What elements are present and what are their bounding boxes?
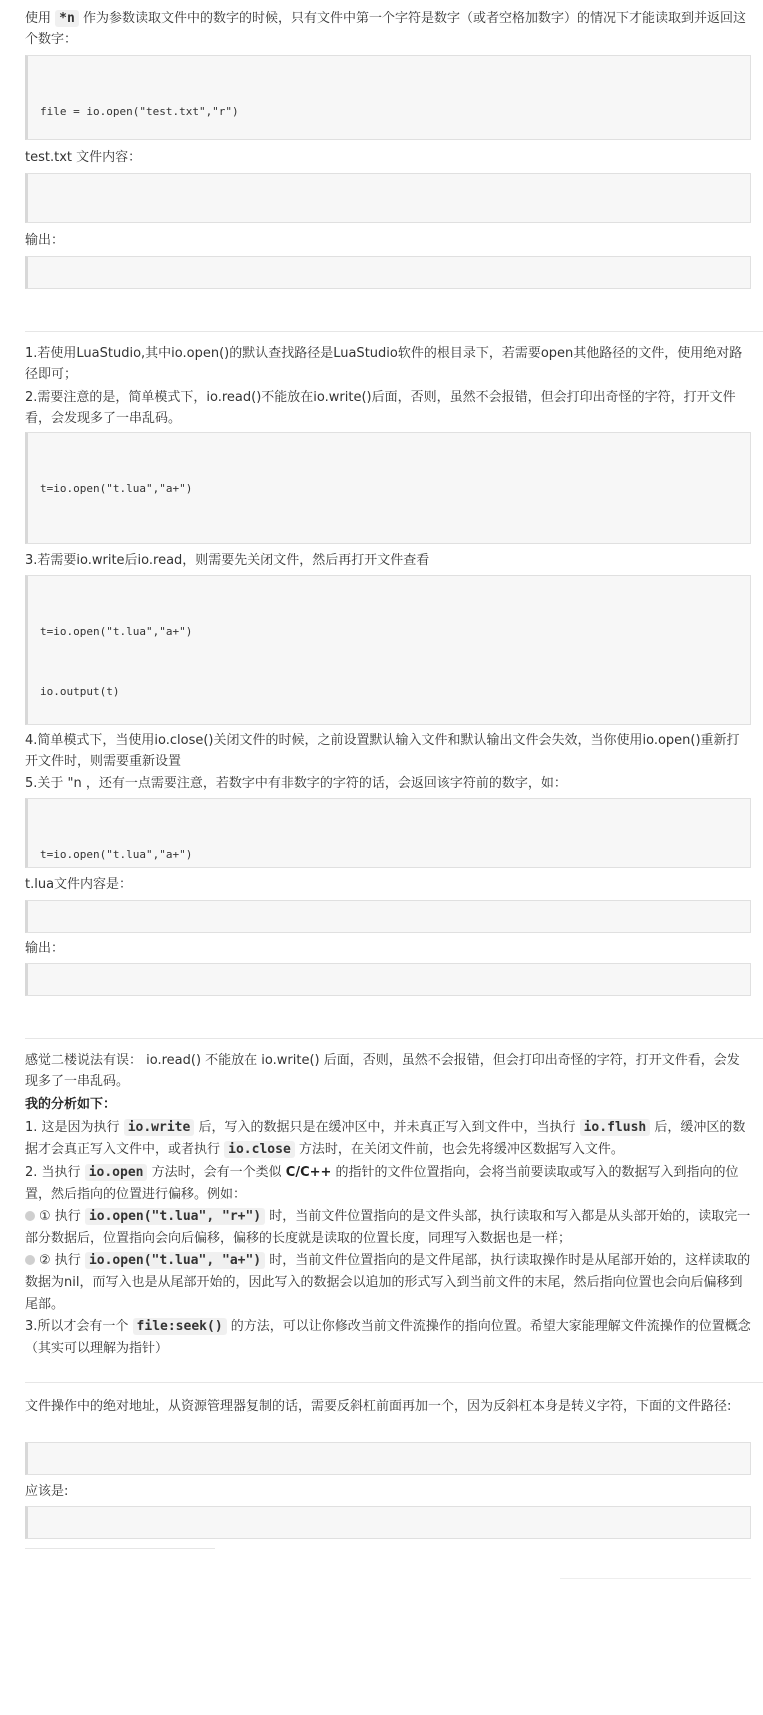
analysis-point-1: 1. 这是因为执行 io.write 后，写入的数据只是在缓冲区中，并未真正写入到文件中，当执行 io.flush 后，缓冲区的数据才会真正写入文件中，或者执行 io.close 方法时，在关闭文件前，也会先将缓冲区数据写入文件。 bbox=[25, 1120, 746, 1157]
divider-short bbox=[560, 1578, 751, 1579]
label-should-be: 应该是: bbox=[25, 1484, 69, 1499]
code-block-6: t=io.open("t.lua","a+") bbox=[25, 798, 751, 868]
code-block-5: t=io.open("t.lua","a+") io.output(t) bbox=[25, 575, 751, 725]
analysis-heading: 我的分析如下： bbox=[25, 1097, 117, 1112]
note-item-1: 1.若使用LuaStudio,其中io.open()的默认查找路径是LuaStudio软件的根目录下，若需要open其他路径的文件，使用绝对路径即可； bbox=[25, 346, 743, 382]
analysis-point-2: 2. 当执行 io.open 方法时，会有一个类似 C/C++ 的指针的文件位置指向，会将当前要读取或写入的数据写入到指向的位置，然后指向的位置进行偏移。例如： bbox=[25, 1165, 739, 1202]
analysis-case-r-plus: ① 执行 io.open("t.lua", "r+") 时，当前文件位置指向的是文件头部，执行读取和写入都是从头部开始的，读取完一部分数据后，位置指向会向后偏移，偏移的长度就是读取的位置长度，同理写入数据也是一样； bbox=[25, 1209, 751, 1246]
note-item-2: 2.需要注意的是，简单模式下，io.read()不能放在io.write()后面，否则，虽然不会报错，但会打印出奇怪的字符，打开文件看，会发现多了一串乱码。 bbox=[25, 390, 736, 426]
label-file-content: test.txt 文件内容： bbox=[25, 150, 142, 165]
code-block-8 bbox=[25, 963, 751, 996]
code-block-3 bbox=[25, 256, 751, 289]
path-note: 文件操作中的绝对地址，从资源管理器复制的话，需要反斜杠前面再加一个，因为反斜杠本身是转义字符，下面的文件路径: bbox=[25, 1399, 732, 1414]
divider-short bbox=[25, 1548, 215, 1549]
divider bbox=[25, 1038, 763, 1039]
code-block-7 bbox=[25, 900, 751, 933]
code-block-10 bbox=[25, 1506, 751, 1539]
analysis-case-a-plus: ② 执行 io.open("t.lua", "a+") 时，当前文件位置指向的是文件尾部，执行读取操作时是从尾部开始的，这样读取的数据为nil，而写入也是从尾部开始的，因此写入的数据会以追加的形式写入到当前文件的末尾，然后指向位置也会向后偏移到尾部。 bbox=[25, 1253, 751, 1312]
paragraph-intro: 使用 *n 作为参数读取文件中的数字的时候，只有文件中第一个字符是数字（或者空格加数字）的情况下才能读取到并返回这个数字： bbox=[25, 11, 746, 47]
comment-intro: 感觉二楼说法有误： io.read() 不能放在 io.write() 后面，否则，虽然不会报错，但会打印出奇怪的字符，打开文件看，会发现多了一串乱码。 bbox=[25, 1053, 740, 1089]
label-output-2: 输出： bbox=[25, 941, 65, 956]
note-item-4: 4.简单模式下，当使用io.close()关闭文件的时候，之前设置默认输入文件和默认输出文件会失效，当你使用io.open()重新打开文件时，则需要重新设置 bbox=[25, 733, 740, 769]
note-item-5: 5.关于 "n ，还有一点需要注意，若数字中有非数字的字符的话，会返回该字符前的数字，如： bbox=[25, 776, 567, 791]
code-block-4: t=io.open("t.lua","a+") bbox=[25, 432, 751, 544]
bullet-icon bbox=[25, 1211, 35, 1221]
code-block-9 bbox=[25, 1442, 751, 1475]
label-tlua-content: t.lua文件内容是： bbox=[25, 877, 133, 892]
divider bbox=[25, 1382, 763, 1383]
bullet-icon bbox=[25, 1255, 35, 1265]
code-block-2 bbox=[25, 173, 751, 223]
label-output: 输出： bbox=[25, 233, 65, 248]
note-item-3: 3.若需要io.write后io.read，则需要先关闭文件，然后再打开文件查看 bbox=[25, 553, 430, 568]
divider bbox=[25, 331, 763, 332]
analysis-point-3: 3.所以才会有一个 file:seek() 的方法，可以让你修改当前文件流操作的指向位置。希望大家能理解文件流操作的位置概念（其实可以理解为指针） bbox=[25, 1319, 751, 1356]
code-block-1: file = io.open("test.txt","r") bbox=[25, 55, 751, 140]
